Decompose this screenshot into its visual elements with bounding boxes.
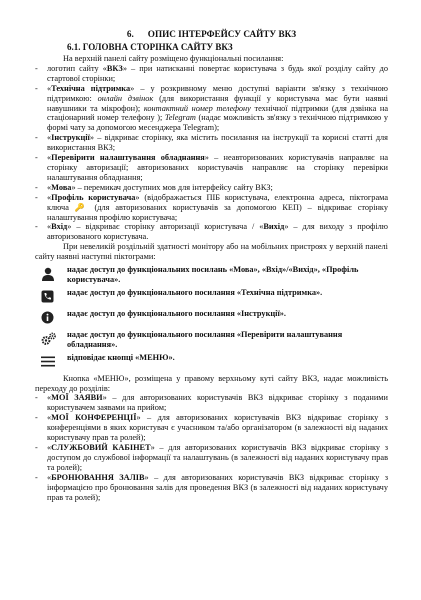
- phone-icon: [41, 288, 61, 306]
- subsection-heading: [67, 42, 388, 53]
- menu-item-service-cabinet: - «СЛУЖБОВИЙ КАБІНЕТ» – для авторизованих користувачів ВКЗ відкриває сторінку з доступом до службової інформації та налаштувань (в залежності від наданих користувачу прав та ролей);: [35, 443, 389, 472]
- user-icon: [41, 265, 61, 283]
- icon-legend: [35, 265, 388, 371]
- icon-row-text: надає доступ до функціонального посилання «Інструкції».: [67, 308, 286, 318]
- menu-icon: [41, 353, 61, 371]
- list-item-login: - «Вхід» – відкриває сторінку авторизації користувача / «Вихід» – для виходу з профілю авторизованого користувача.: [35, 222, 388, 242]
- key-icon: 🔑: [74, 202, 89, 212]
- list-item-instructions: - «Інструкції» – відкриває сторінку, яка містить посилання на інструкції та корисні статті для використання ВКЗ;: [35, 133, 388, 153]
- icon-row-text: надає доступ до функціонального посилання «Технічна підтримка».: [67, 287, 323, 297]
- menu-item-hall-booking: - «БРОНЮВАННЯ ЗАЛІВ» – для авторизованих користувачів ВКЗ відкриває сторінку з інформацією про бронювання залів для проведення ВКЗ (в залежності від наданих користувачу прав та ролей);: [35, 472, 389, 502]
- menu-intro-paragraph: Кнопка «МЕНЮ», розміщена у правому верхньому куті сайту ВКЗ, надає можливість переходу до розділів:: [35, 373, 388, 393]
- icon-row-text: надає доступ до функціональних посилань «Мова», «Вхід»/«Вихід», «Профіль користувача».: [67, 265, 359, 284]
- list-item-profile: - «Профіль користувача» (відображається ПІБ користувача, електронна адреса, піктограма ключа 🔑 (для авторизованих користувачів за допомогою КЕП) – відкриває сторінку налаштування профілю користувача;: [35, 192, 389, 222]
- icon-row-info: [35, 309, 388, 327]
- icon-row-phone: [35, 288, 388, 306]
- list-item-language: - «Мова» – перемикач доступних мов для інтерфейсу сайту ВКЗ;: [35, 182, 273, 192]
- list-item-check-equipment: - «Перевірити налаштування обладнання» – неавторизованих користувачів направляє на сторінку авторизації; авторизованих користувачів направляє на сторінку перевірки налаштування обладнання;: [35, 153, 389, 182]
- list-item-logo: - логотип сайту «ВКЗ» – при натисканні повертає користувача з будь якої розділу сайту до стартової сторінки;: [35, 63, 388, 83]
- section-number: 6.: [126, 29, 134, 39]
- icon-row-text: відповідає кнопці «МЕНЮ».: [67, 352, 175, 362]
- section-heading: [35, 29, 388, 40]
- icon-row-user: [35, 265, 388, 285]
- subsection-number: 6.1.: [67, 42, 81, 52]
- info-icon: [41, 309, 61, 327]
- icon-row-text: надає доступ до функціонального посилання «Перевірити налаштування обладнання».: [67, 329, 343, 349]
- section-title: ОПИС ІНТЕРФЕЙСУ САЙТУ ВКЗ: [147, 29, 297, 39]
- icon-row-settings: [35, 330, 388, 350]
- subsection-title: ГОЛОВНА СТОРІНКА САЙТУ ВКЗ: [82, 42, 233, 52]
- intro-paragraph: На верхній панелі сайту розміщено функціональні посилання:: [63, 54, 284, 63]
- list-item-support: - «Технічна підтримка» – у розкривному меню доступні варіанти зв'язку з технічною підтримкою: онлайн дзвінок (для використання функції у користувача має бути наявні навушники та мікрофон); контактний номер телефону технічної підтримки (для дзвінка на стаціонарний номер телефону ); Telegram (надає можливість зв'язку з технічною підтримкою у формі чату за допомогою месенджера Telegram);: [35, 83, 388, 133]
- icon-row-menu: [35, 353, 388, 371]
- settings-icon: [41, 330, 61, 348]
- mobile-intro-paragraph: При невеликій роздільній здатності монітору або на мобільних пристроях у верхній панелі сайту наявні наступні піктограми:: [35, 242, 388, 262]
- menu-item-my-conferences: - «МОЇ КОНФЕРЕНЦІЇ» – для авторизованих користувачів ВКЗ відкриває сторінку з конференціями в яких користувач є учасником та/або організатором (в залежності від наданих користувачу прав та ролей);: [35, 413, 388, 443]
- menu-item-my-applications: - «МОЇ ЗАЯВИ» – для авторизованих користувачів ВКЗ відкриває сторінку з поданими користувачем заявами на прийом;: [35, 393, 388, 413]
